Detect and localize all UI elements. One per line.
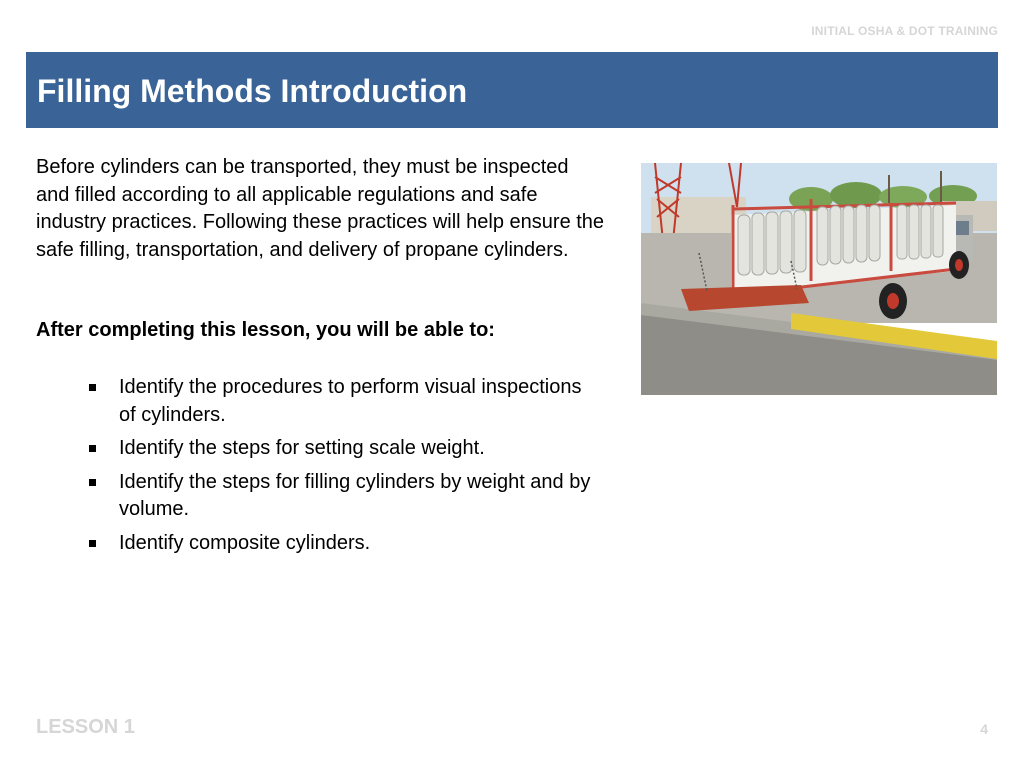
page-number: 4 bbox=[980, 721, 988, 737]
title-bar bbox=[26, 52, 998, 128]
square-bullet-icon bbox=[89, 540, 96, 547]
lesson-label: LESSON 1 bbox=[36, 716, 135, 738]
intro-paragraph: Before cylinders can be transported, they must be inspected and filled according to all applicable regulations and safe industry practices. Following these practices will help ensure the safe filling, transportation, and delivery of propane cylinders. bbox=[36, 156, 605, 261]
objective-item bbox=[88, 469, 598, 524]
square-bullet-icon bbox=[89, 384, 96, 391]
objective-text: Identify composite cylinders. bbox=[119, 531, 371, 554]
objectives-list bbox=[88, 374, 598, 563]
truck-photo-illustration bbox=[641, 163, 997, 395]
objective-text: Identify the steps for setting scale weight. bbox=[119, 437, 485, 459]
square-bullet-icon bbox=[89, 479, 96, 486]
course-label: INITIAL OSHA & DOT TRAINING bbox=[811, 24, 998, 38]
objective-item bbox=[88, 530, 598, 558]
objective-item bbox=[88, 374, 598, 429]
truck-cylinders-photo bbox=[641, 163, 997, 395]
objectives-heading: After completing this lesson, you will be able to: bbox=[36, 319, 495, 341]
objective-text: Identify the steps for filling cylinders by weight and by volume. bbox=[119, 470, 591, 520]
slide-title: Filling Methods Introduction bbox=[37, 73, 468, 109]
objective-item bbox=[88, 435, 598, 463]
square-bullet-icon bbox=[89, 445, 96, 452]
objective-text: Identify the procedures to perform visual inspections of cylinders. bbox=[119, 376, 582, 426]
